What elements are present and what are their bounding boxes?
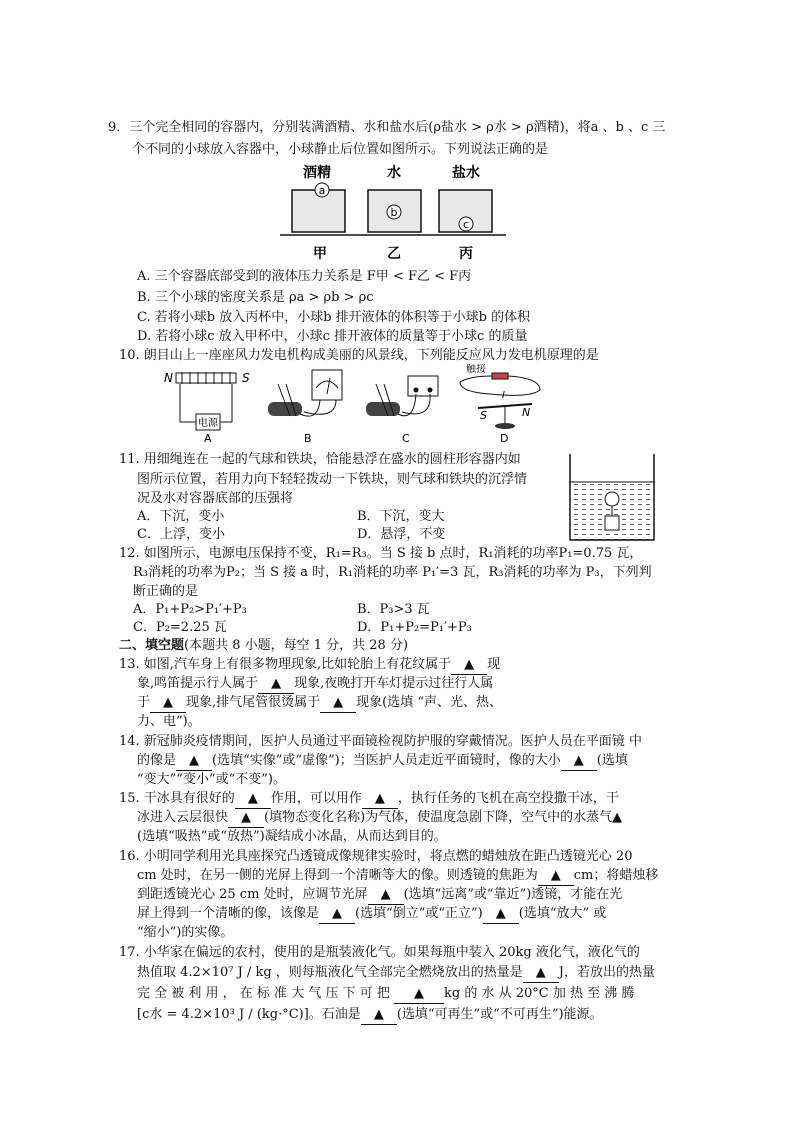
q17-line2: 热值取 4.2×10⁷ J / kg ，则每瓶液化气全部完全燃烧放出的热量是 ▲ J，若放出的热量 [137, 964, 655, 983]
q10-stem: 10. 朗目山上一座座风力发电机构成美丽的风景线，下列能反应风力发电机原理的是 [119, 348, 599, 363]
q12-option-a: A．P₁+P₂>P₁′+P₃ [133, 602, 247, 617]
q10-d-pole-s: S [480, 409, 487, 422]
q14-line2: 的像是 ▲ (选填“实像”或“虚像”)；当医护人员走近平面镜时，像的大小 ▲ (选填 [137, 752, 628, 771]
q13-line2: 象,鸣笛提示行人属于 ▲ 现象,夜晚打开车灯提示过往行人属 [137, 675, 493, 694]
q11-stem-line3: 况及水对容器底部的压强将 [137, 491, 294, 506]
q16-line4: 屏上得到一个清晰的像，该像是 ▲ (选填“倒立”或“正立”) ▲ (选填“放大” 或 [137, 905, 606, 924]
q12-stem-line2: R₃消耗的功率为P₂；当 S 接 a 时，R₁消耗的功率 P₁′=3 瓦，R₃消耗的功率为 P₃，下列判 [133, 565, 652, 580]
q10-a-pole-s: S [242, 371, 250, 385]
q13-blank-2: ▲ [258, 675, 294, 694]
q9-liquid-label-1: 酒精 [303, 165, 331, 181]
q10-a-pole-n: N [164, 371, 173, 385]
q12-option-c: C．P₂=2.25 瓦 [133, 620, 227, 635]
q10-label-c: C [402, 432, 410, 444]
q16-line2: cm 处时，在另一侧的光屏上得到一个清晰等大的像。则透镜的焦距为 ▲ cm；将蜡烛移 [137, 867, 658, 886]
q10-label-a: A [204, 432, 212, 444]
q10-a-power-label: 电源 [198, 418, 218, 429]
q9-stem-line2: 个不同的小球放入容器中，小球静止后位置如图所示。下列说法正确的是 [132, 142, 549, 157]
q13-blank-3: ▲ [150, 694, 186, 713]
section2-desc: (本题共 8 小题，每空 1 分，共 28 分) [184, 638, 409, 653]
q17-line1: 17. 小华家在偏远的农村，使用的是瓶装液化气。如果每瓶中装入 20kg 液化气，液化气的 [119, 945, 640, 960]
section2-title: 二、填空题 [119, 638, 185, 653]
q13-blank-1: ▲ [451, 656, 487, 675]
q12-stem-line1: 12. 如图所示，电源电压保持不变，R₁=R₃。当 S 接 b 点时，R₁消耗的功率P₁=0.75 瓦， [119, 546, 643, 561]
q9-option-c: C. 若将小球b 放入丙杯中，小球b 排开液体的体积等于小球b 的体积 [137, 310, 531, 325]
q11-option-d: D．悬浮，不变 [357, 527, 446, 542]
q12-stem-line3: 断正确的是 [133, 584, 199, 599]
q15-blank-1: ▲ [235, 790, 271, 809]
q10-label-b: B [304, 432, 312, 444]
q13-line4: 力、电”)。 [137, 714, 201, 729]
q9-option-b: B. 三个小球的密度关系是 ρa > ρb > ρc [137, 290, 374, 305]
q17-blank-3: ▲ [361, 1006, 397, 1025]
q15-line3: (选填“吸热”或“放热”)凝结成小冰晶，从而达到目的。 [137, 829, 447, 844]
q15-blank-3: ▲ [228, 809, 264, 828]
q11-stem-line1: 11. 用细绳连在一起的气球和铁块，恰能悬浮在盛水的圆柱形容器内如 [119, 452, 521, 467]
q11-option-c: C．上浮，变小 [137, 527, 225, 542]
q16-blank-2: ▲ [368, 886, 404, 905]
q9-ball-label-a: a [318, 184, 326, 197]
q10-d-pole-n: N [522, 406, 531, 419]
q15-line1: 15. 干冰具有很好的 ▲ 作用，可以用作 ▲ ，执行任务的飞机在高空投撒干冰，干 [119, 790, 619, 809]
q11-stem-line2: 图所示位置，若用力向下轻轻拨动一下铁块，则气球和铁块的沉浮情 [137, 472, 528, 487]
q9-liquid-label-2: 水 [387, 165, 401, 181]
q15-blank-2: ▲ [362, 790, 398, 809]
q16-line5: “缩小”)的实像。 [137, 925, 234, 940]
q13-line1: 13. 如图,汽车身上有很多物理现象,比如轮胎上有花纹属于 ▲ 现 [119, 656, 500, 675]
q9-cup-label-1: 甲 [313, 246, 327, 262]
q16-blank-3: ▲ [319, 905, 355, 924]
q9-liquid-label-3: 盐水 [452, 165, 480, 181]
q14-blank-2: ▲ [561, 752, 597, 771]
q9-option-a: A. 三个容器底部受到的液体压力关系是 F甲 < F乙 < F丙 [137, 269, 472, 284]
q10-d-current-label: I [502, 390, 505, 401]
q17-line4: [c水 = 4.2×10³ J / (kg·°C)]。石油是 ▲ (选填“可再生”或“不可再生”)能源。 [137, 1006, 603, 1025]
q10-d-touch-label: 触接 [466, 364, 486, 375]
q9-option-d: D. 若将小球c 放入甲杯中，小球c 排开液体的质量等于小球c 的质量 [137, 329, 528, 344]
q9-cup-label-2: 乙 [387, 246, 401, 262]
q17-blank-1: ▲ [523, 964, 559, 983]
q14-blank-1: ▲ [176, 752, 212, 771]
q13-blank-4: ▲ [320, 694, 356, 713]
q12-option-d: D．P₁+P₂=P₁′+P₃ [357, 620, 472, 635]
q14-line1: 14. 新冠肺炎疫情期间，医护人员通过平面镜检视防护服的穿戴情况。医护人员在平面镜 中 [119, 734, 642, 749]
q13-line3: 于 ▲ 现象,排气尾管很烫属于 ▲ 现象(选填 “声、光、热、 [137, 694, 502, 713]
q9-cup-label-3: 丙 [459, 246, 473, 262]
q10-label-d: D [500, 432, 509, 444]
q16-blank-1: ▲ [538, 867, 574, 886]
q17-line3: 完 全 被 利 用 ， 在 标 准 大 气 压 下 可 把 ▲ kg 的 水 从 20°C 加 热 至 沸 腾 [137, 985, 634, 1004]
q11-option-a: A．下沉，变小 [137, 509, 225, 524]
q16-blank-4: ▲ [483, 905, 519, 924]
q17-blank-2: ▲ [394, 985, 444, 1004]
q9-ball-label-b: b [390, 206, 398, 219]
q9-stem-line1: 9．三个完全相同的容器内，分别装满酒精、水和盐水后(ρ盐水 > ρ水 > ρ酒精)，将a 、b 、c 三 [108, 120, 666, 135]
q11-option-b: B．下沉，变大 [357, 509, 445, 524]
q15-line2: 冰进入云层很快 ▲ (填物态变化名称)为气体，使温度急剧下降，空气中的水蒸气▲ [137, 809, 622, 828]
q16-line3: 到距透镜光心 25 cm 处时，应调节光屏 ▲ (选填“远离”或“靠近”)透镜，才能在光 [137, 886, 622, 905]
q14-line3: “变大”“变小”或“不变”)。 [137, 772, 286, 787]
q12-option-b: B．P₃>3 瓦 [357, 602, 430, 617]
q9-ball-label-c: c [462, 218, 470, 231]
q16-line1: 16. 小明同学利用光具座探究凸透镜成像规律实验时，将点燃的蜡烛放在距凸透镜光心 20 [119, 849, 633, 864]
